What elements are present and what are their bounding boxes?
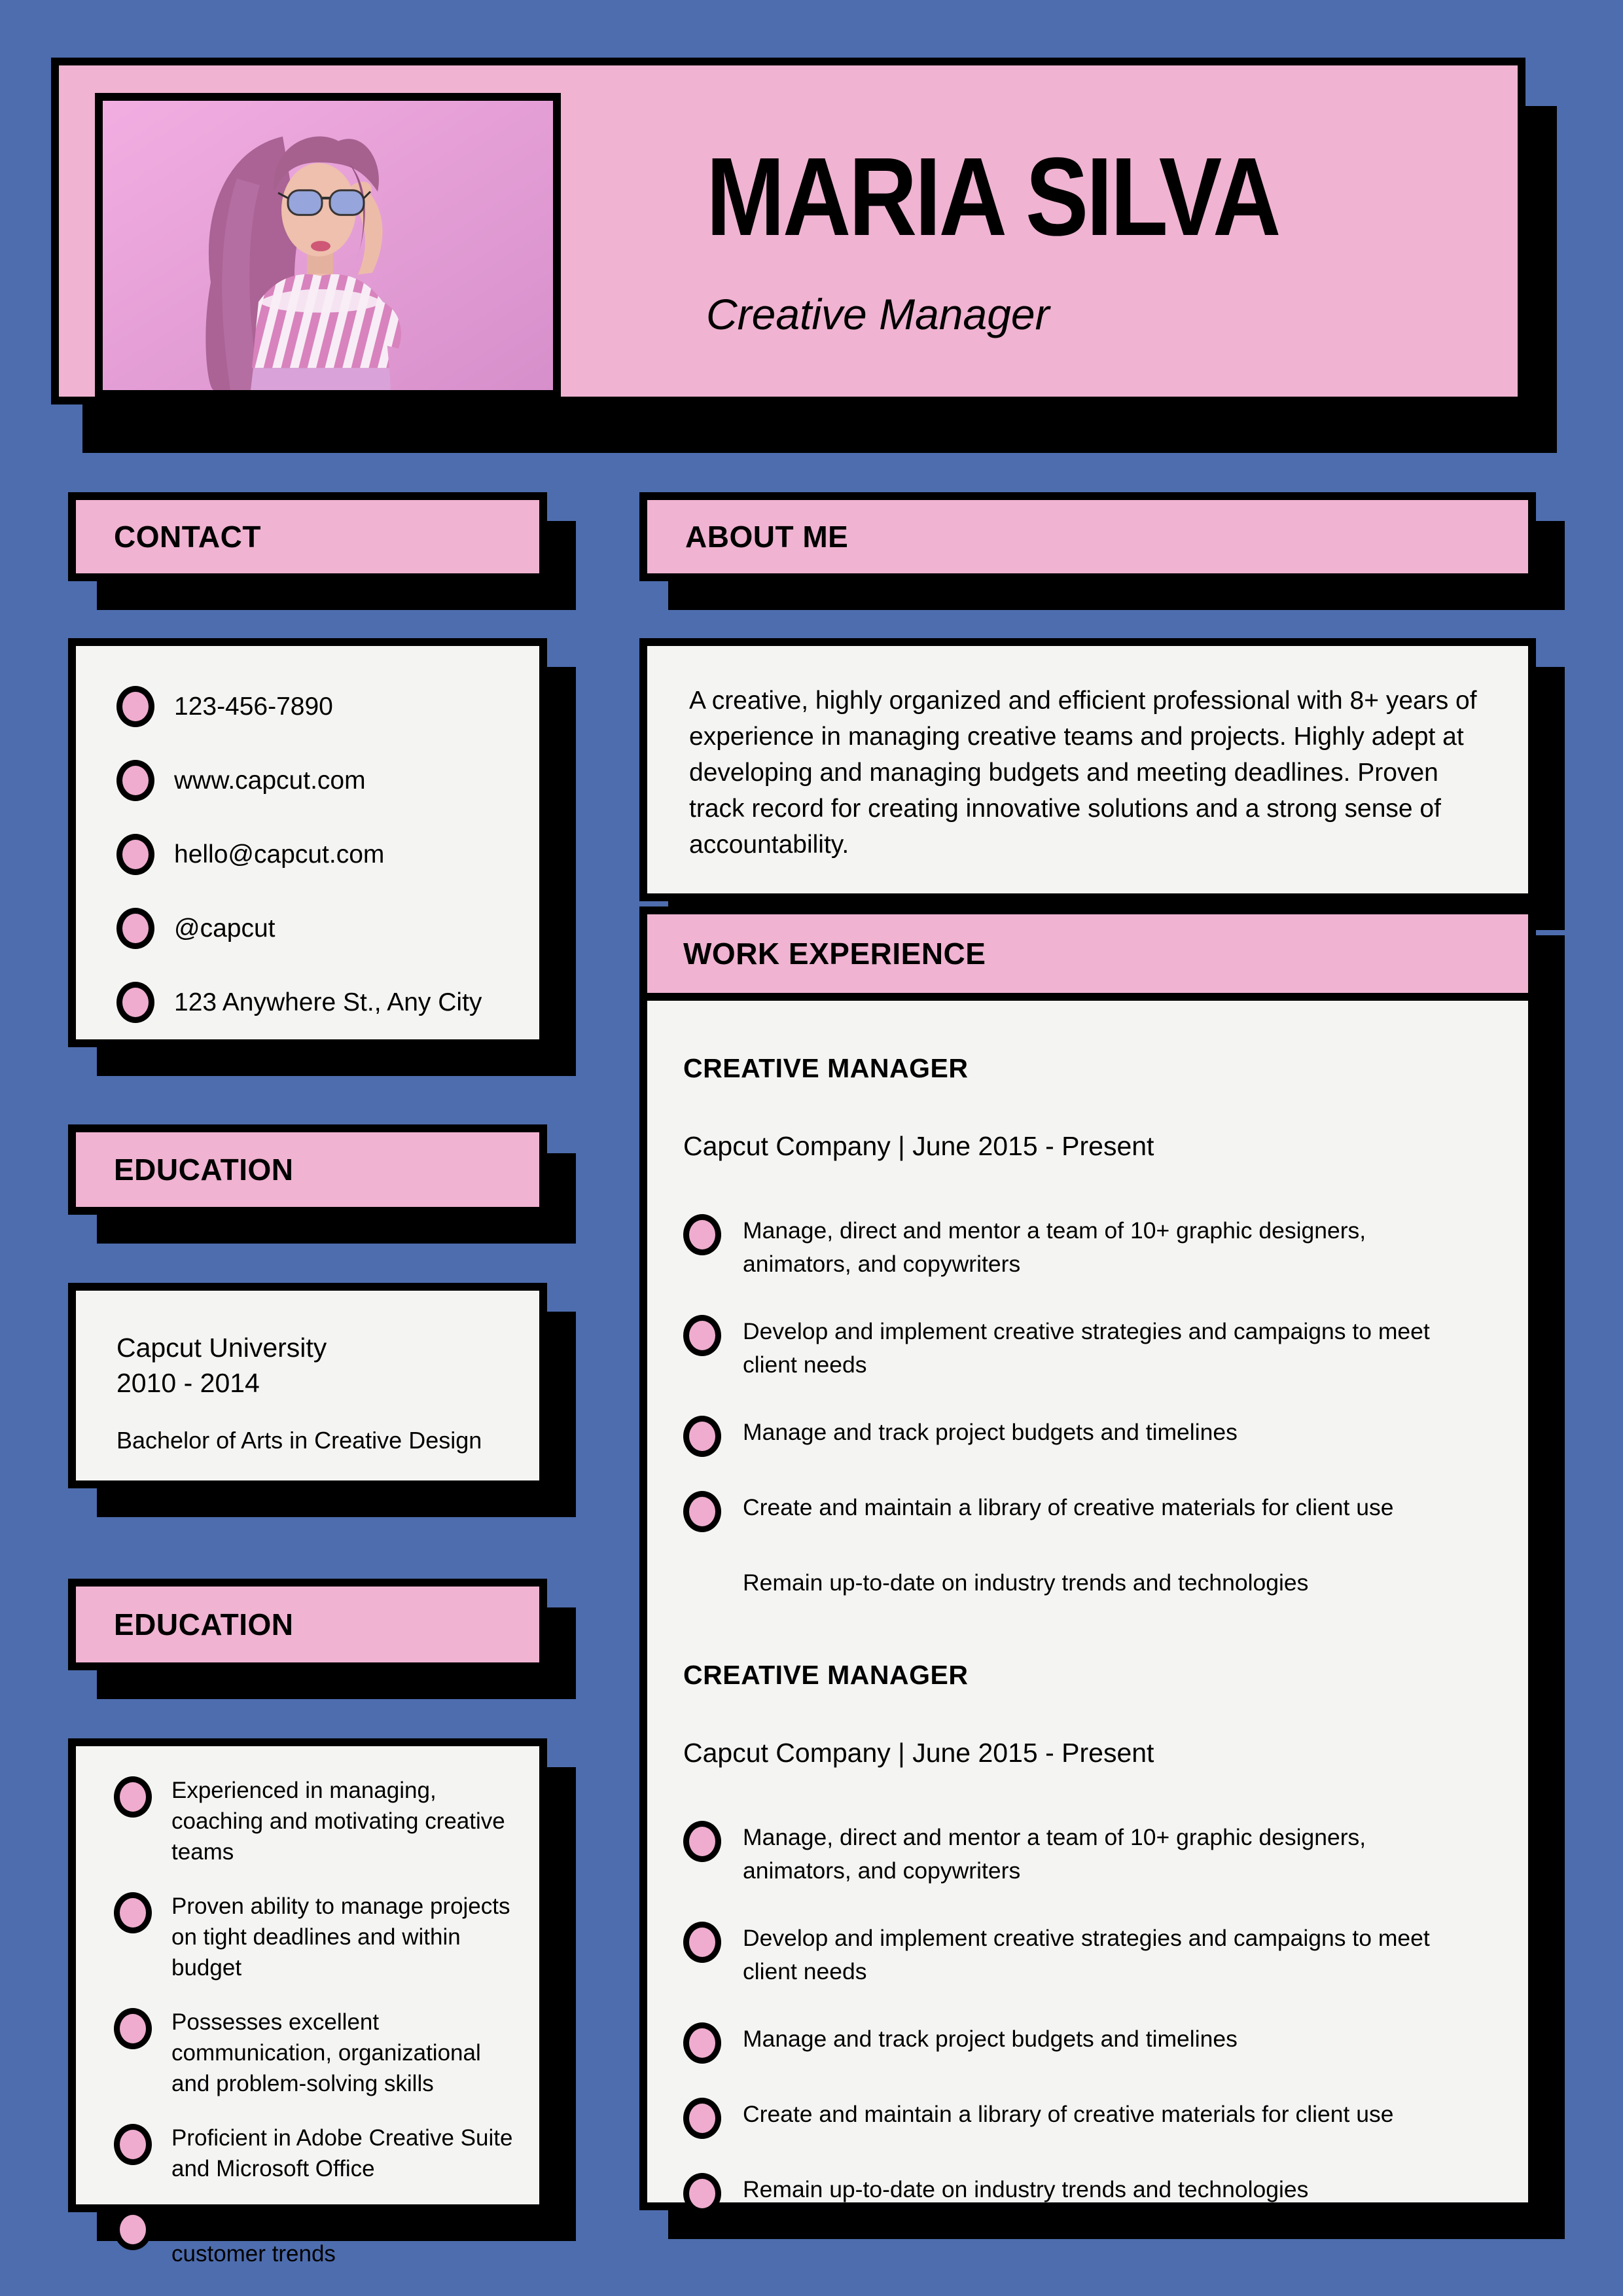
job-bullet: Manage and track project budgets and timelines <box>683 2022 1489 2064</box>
job-title: CREATIVE MANAGER <box>683 1053 969 1083</box>
social-handle: @capcut <box>174 914 276 942</box>
bullet-circle-icon <box>114 1892 152 1933</box>
profile-photo <box>95 93 561 398</box>
bullet-circle-icon <box>683 1922 721 1963</box>
skill-item: Possesses excellent communication, organizational and problem-solving skills <box>114 2007 513 2099</box>
education-card <box>68 1283 547 1488</box>
bullet-circle-icon <box>116 834 154 875</box>
bullet-circle-icon <box>116 982 154 1023</box>
bullet-circle-icon <box>683 2173 721 2214</box>
job-company-dates: Capcut Company | June 2015 - Present <box>683 1738 1154 1768</box>
person-title: Creative Manager <box>706 290 1050 338</box>
contact-item-email <box>116 817 520 891</box>
bullet-circle-icon <box>683 1315 721 1356</box>
skills-heading-label: EDUCATION <box>114 1607 294 1641</box>
contact-section-heading <box>68 492 547 581</box>
header-text <box>706 135 1380 397</box>
job-bullet-no-marker: Remain up-to-date on industry trends and technologies <box>743 1570 1309 1596</box>
degree: Bachelor of Arts in Creative Design <box>116 1427 482 1454</box>
bullet-circle-icon <box>116 760 154 801</box>
contact-heading-label: CONTACT <box>114 520 261 554</box>
phone-number: 123-456-7890 <box>174 692 333 721</box>
job-bullet: Manage and track project budgets and timelines <box>683 1416 1489 1457</box>
contact-item-website <box>116 744 520 817</box>
job-bullet: Manage, direct and mentor a team of 10+ graphic designers, animators, and copywriters <box>683 1821 1489 1888</box>
job-bullets <box>683 1821 1489 2214</box>
skill-item: Proven ability to manage projects on tight deadlines and within budget <box>114 1891 513 1983</box>
person-name: MARIA SILVA <box>706 135 1279 259</box>
about-section-heading <box>639 492 1536 581</box>
school-name: Capcut University <box>116 1333 327 1363</box>
education-years: 2010 - 2014 <box>116 1368 260 1398</box>
work-experience-body <box>647 1053 1528 2214</box>
contact-item-social <box>116 891 520 965</box>
website: www.capcut.com <box>174 766 366 795</box>
contact-card <box>68 638 547 1047</box>
bullet-circle-icon <box>683 2022 721 2064</box>
job-entry <box>683 1660 1489 2214</box>
about-card <box>639 638 1536 901</box>
work-experience-heading-label: WORK EXPERIENCE <box>683 937 986 971</box>
skills-card <box>68 1738 547 2267</box>
header-banner <box>51 58 1525 404</box>
job-bullets <box>683 1214 1489 1607</box>
skills-section-heading <box>68 1579 547 1670</box>
bullet-circle-icon <box>116 908 154 949</box>
bullet-circle-icon <box>116 686 154 727</box>
email: hello@capcut.com <box>174 840 385 869</box>
job-bullet: Remain up-to-date on industry trends and technologies <box>683 2173 1489 2214</box>
bullet-circle-icon <box>114 2209 152 2250</box>
bullet-circle-icon <box>683 1214 721 1255</box>
job-title: CREATIVE MANAGER <box>683 1660 969 1690</box>
bullet-circle-icon <box>114 2124 152 2165</box>
about-text: A creative, highly organized and efficient professional with 8+ years of experience in managing creative teams and projects. Highly adept at developing and managing budgets and meeting deadlines. Proven track record for creating innovative solutions and a strong sense of accountability. <box>689 687 1477 859</box>
bullet-circle-icon <box>683 1491 721 1532</box>
bullet-circle-icon <box>114 2008 152 2049</box>
education-heading-label: EDUCATION <box>114 1153 294 1187</box>
work-experience-card <box>639 906 1536 2210</box>
work-experience-heading <box>647 914 1528 1001</box>
job-bullet: Develop and implement creative strategies and campaigns to meet client needs <box>683 1922 1489 1988</box>
address: 123 Anywhere St., Any City <box>174 988 482 1016</box>
job-bullet: Develop and implement creative strategies and campaigns to meet client needs <box>683 1315 1489 1382</box>
bullet-circle-icon <box>683 2098 721 2139</box>
about-heading-label: ABOUT ME <box>685 520 849 554</box>
skill-item: Experienced in managing, coaching and motivating creative teams <box>114 1775 513 1867</box>
skill-item: Proficient in Adobe Creative Suite and Microsoft Office <box>114 2123 513 2184</box>
contact-item-phone <box>116 670 520 744</box>
bullet-circle-icon <box>683 1821 721 1862</box>
skill-item: Well-versed in market and customer trends <box>114 2208 513 2269</box>
education-section-heading <box>68 1124 547 1215</box>
bullet-circle-icon <box>114 1776 152 1818</box>
job-bullet: Create and maintain a library of creative materials for client use <box>683 1491 1489 1532</box>
job-bullet: Manage, direct and mentor a team of 10+ graphic designers, animators, and copywriters <box>683 1214 1489 1281</box>
job-company-dates: Capcut Company | June 2015 - Present <box>683 1131 1154 1161</box>
contact-item-address <box>116 965 520 1039</box>
bullet-circle-icon <box>683 1416 721 1457</box>
profile-photo-illustration <box>103 101 553 390</box>
job-entry <box>683 1053 1489 1607</box>
job-bullet: Create and maintain a library of creative materials for client use <box>683 2098 1489 2139</box>
